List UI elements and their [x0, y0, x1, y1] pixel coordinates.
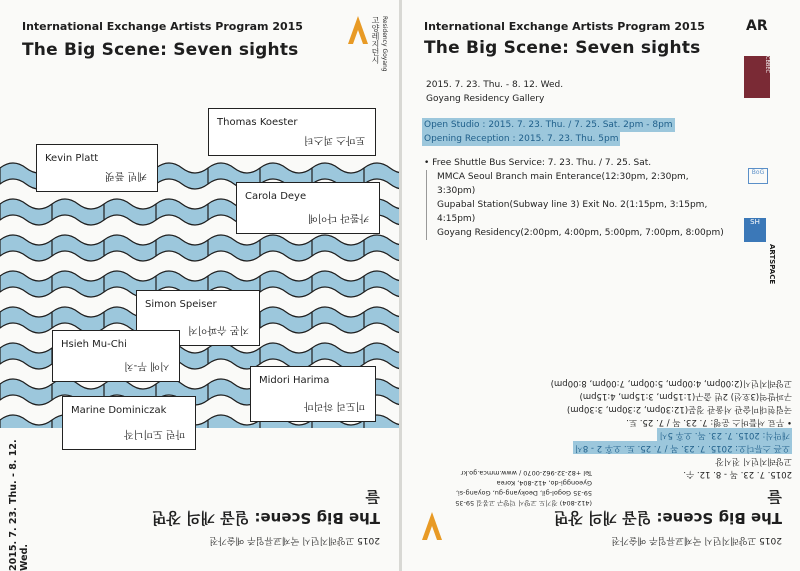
shuttle-line: Gupabal Station(Subway line 3) Exit No. 2(1:15pm, 3:15pm, 4:15pm): [437, 200, 708, 224]
shuttle-schedule: [426, 170, 724, 240]
address-line: Tel +82-32-962-0070 / www.mmca.go.kr: [460, 469, 592, 477]
sponsor-sh-logo: SH: [744, 218, 766, 242]
open-studio-line: Open Studio : 2015. 7. 23. Thu. / 7. 25. Sat. 2pm - 8pm: [424, 120, 673, 130]
ko-shuttle-title: • 무료 셔틀버스 운행: 7. 23. 목 / 7. 25. 토.: [626, 417, 792, 427]
info-subtitle-ko: 2015 고양레지던시 국제교류입주 예술가전: [611, 535, 782, 545]
sponsor-bog-logo: BoG: [748, 168, 768, 184]
artist-name-en: Simon Speiser: [145, 299, 217, 310]
cover-title-ko: The Big Scene: 일곱 개의 장면들: [151, 488, 380, 527]
sponsor-artspace-logo: ARTSPACE: [768, 244, 776, 285]
sponsor-logos: [742, 18, 790, 308]
shuttle-title: • Free Shuttle Bus Service: 7. 23. Thu. / 7. 25. Sat.: [424, 158, 652, 168]
mmca-logo-icon: [348, 16, 368, 44]
exhibition-date: 2015. 7. 23. Thu. - 8. 12. Wed.: [426, 80, 564, 90]
artist-name-ko: 카롤라 다이예: [307, 212, 369, 223]
artist-name-ko: 시에 무-치: [123, 360, 169, 371]
residency-name-ko: 고양레지던시: [371, 16, 380, 64]
residency-name-en: Residency Goyang: [381, 16, 388, 72]
cover-subtitle-ko: 2015 고양레지던시 국제교류입주 예술가전: [209, 535, 380, 545]
residency-logo: [348, 16, 392, 86]
address-line: Gyeonggi-do, 412-804, Korea: [496, 479, 592, 487]
artist-name-ko: 토마스 쾨스터: [303, 134, 365, 145]
ko-shuttle-line: 국립현대미술관 서울관 정문(12:30pm, 2:30pm, 3:30pm): [566, 404, 792, 414]
artist-card-kevin-platt: [36, 144, 158, 192]
artist-name-ko: 미도리 하리마: [303, 400, 365, 411]
shuttle-info: [424, 156, 724, 240]
shuttle-line: Goyang Residency(2:00pm, 4:00pm, 5:00pm, 7:00pm, 8:00pm): [437, 228, 724, 238]
exhibition-title-right: The Big Scene: Seven sights: [424, 38, 701, 58]
info-panel: [402, 0, 800, 571]
program-title: International Exchange Artists Program 2015: [22, 20, 303, 33]
exhibition-venue: Goyang Residency Gallery: [426, 94, 545, 104]
ko-open-studio: 오픈 스튜디오: 2015. 7. 23. 목 / 7. 25. 토. 오후 2 - 8시: [574, 443, 790, 453]
address-line: 59-35 Gogol-gil, Deokyang-gu, Goyang-si,: [455, 489, 592, 497]
opening-reception-line: Opening Reception : 2015. 7. 23. Thu. 5pm: [424, 134, 619, 144]
shuttle-line: MMCA Seoul Branch main Enterance(12:30pm, 2:30pm, 3:30pm): [437, 172, 689, 196]
artist-card-carola-deye: [236, 182, 380, 234]
ko-opening: 개막식: 2015. 7. 23. 목. 오후 5시: [659, 430, 790, 440]
artist-name-en: Kevin Platt: [45, 153, 99, 164]
sponsor-cbbec-logo: CBBEC: [744, 56, 770, 98]
ko-shuttle-line: 고양레지던시(2:00pm, 4:00pm, 5:00pm, 7:00pm, 8:00pm): [550, 378, 792, 388]
artist-name-en: Thomas Koester: [217, 117, 298, 128]
artist-name-ko: 케빈 플랫: [105, 170, 147, 181]
artist-name-en: Hsieh Mu-Chi: [61, 339, 127, 350]
artist-name-en: Carola Deye: [245, 191, 307, 202]
artist-card-thomas-koester: [208, 108, 376, 156]
event-highlights: [422, 118, 675, 146]
artist-name-ko: 마린 도미니작: [123, 428, 185, 439]
exhibition-info: [426, 78, 563, 106]
artist-name-ko: 지몬 슈파이저: [187, 324, 249, 335]
artist-card-midori-harima: [250, 366, 376, 422]
info-title-ko: The Big Scene: 일곱 개의 장면들: [553, 488, 782, 527]
artist-name-en: Marine Dominiczak: [71, 405, 167, 416]
artist-card-marine-dominiczak: [62, 396, 196, 450]
artist-card-hsieh-mu-chi: [52, 330, 180, 382]
cover-title-ko-upside-down: [150, 488, 380, 548]
address-line: (412-804) 경기도 고양시 덕양구 고봉길 59-35: [455, 499, 592, 507]
artist-name-en: Midori Harima: [259, 375, 330, 386]
sponsor-ar-logo: AR: [746, 18, 768, 34]
info-title-ko-upside-down: [552, 488, 782, 548]
mmca-logo-icon: [422, 512, 442, 540]
exhibition-title: The Big Scene: Seven sights: [22, 40, 299, 60]
ko-shuttle-line: 구파발역(3호선) 2번 출구(1:15pm, 3:15pm, 4:15pm): [579, 391, 792, 401]
exhibition-dates-vertical: 2015. 7. 23. Thu. - 8. 12. Wed.: [8, 439, 30, 571]
ko-venue: 고양레지던시 전시장: [715, 456, 792, 466]
program-title-right: International Exchange Artists Program 2015: [424, 20, 705, 33]
ko-date: 2015. 7. 23. 목 - 8. 12. 수.: [683, 469, 792, 479]
